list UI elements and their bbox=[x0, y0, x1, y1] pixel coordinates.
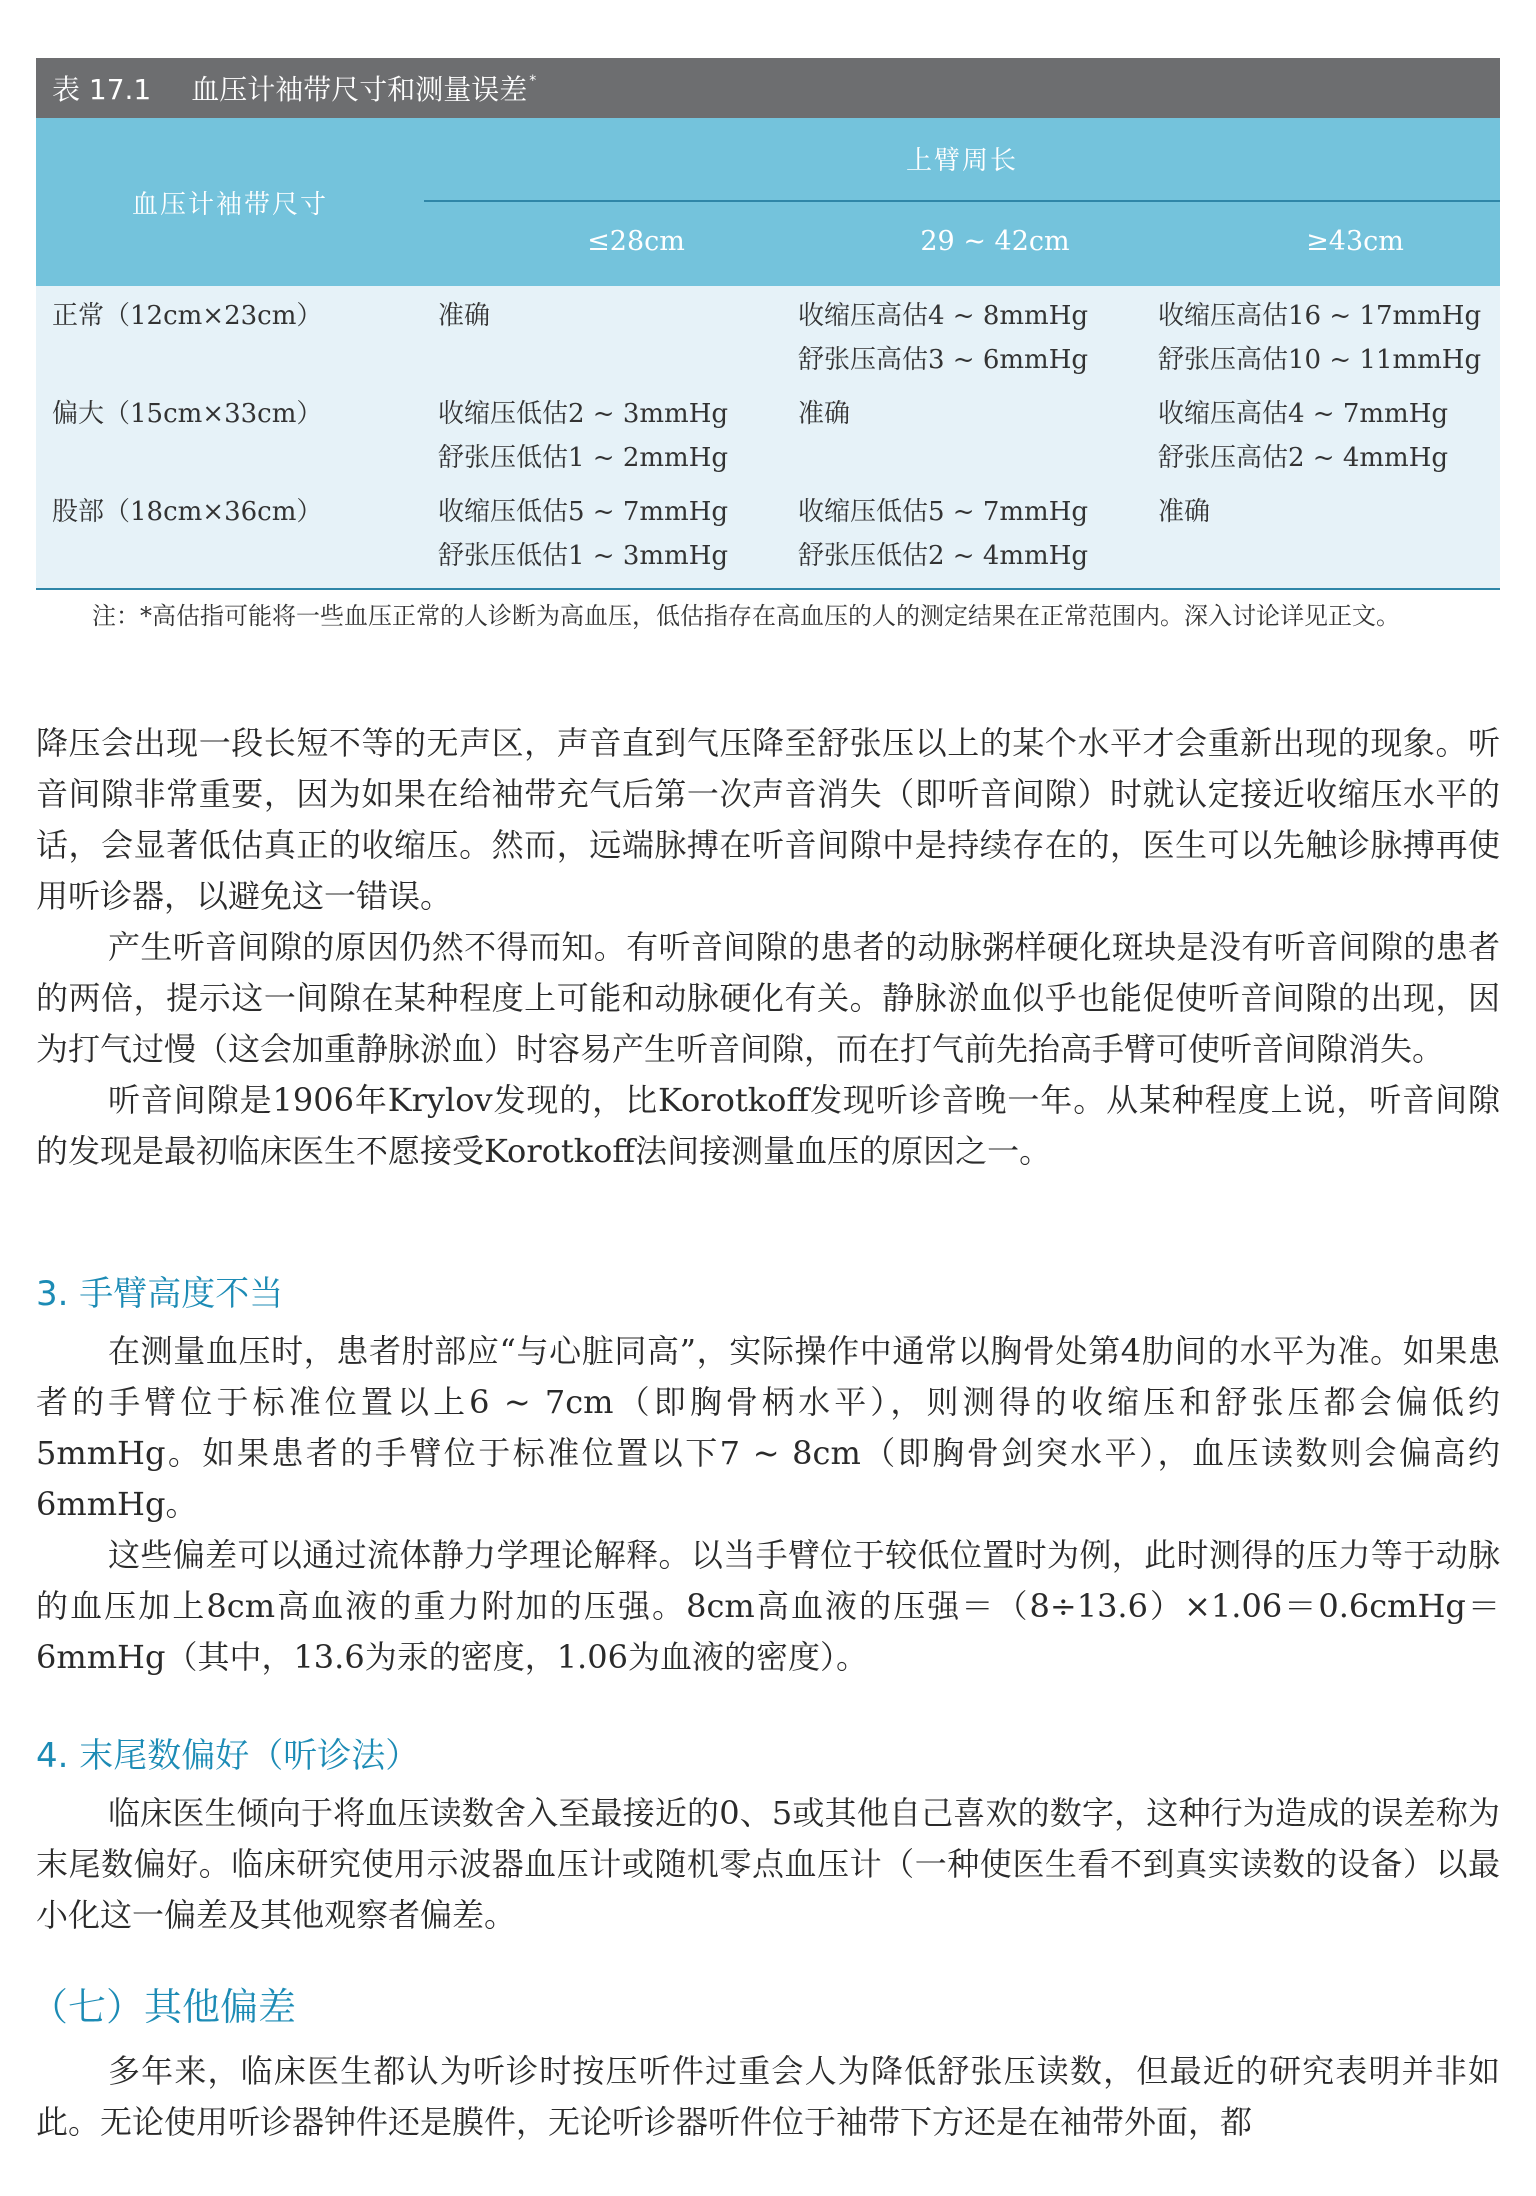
header-col-3: ≥43cm bbox=[1306, 226, 1404, 257]
table-body bbox=[36, 286, 1500, 590]
paragraph: 降压会出现一段长短不等的无声区，声音直到气压降至舒张压以上的某个水平才会重新出现的现象。听音间隙非常重要，因为如果在给袖带充气后第一次声音消失（即听音间隙）时就认定接近收缩压水平的话，会显著低估真正的收缩压。然而，远端脉搏在听音间隙中是持续存在的，医生可以先触诊脉搏再使用听诊器，以避免这一错误。 bbox=[36, 724, 1500, 915]
paragraph: 多年来，临床医生都认为听诊时按压听件过重会人为降低舒张压读数，但最近的研究表明并非如此。无论使用听诊器钟件还是膜件，无论听诊器听件位于袖带下方还是在袖带外面，都 bbox=[36, 2052, 1500, 2141]
cell-line: 收缩压高估16 ~ 17mmHg bbox=[1158, 301, 1482, 331]
cell-line: 收缩压高估4 ~ 8mmHg bbox=[798, 301, 1089, 331]
table-title-text: 血压计袖带尺寸和测量误差 bbox=[191, 73, 528, 106]
section-4-heading: 4. 末尾数偏好（听诊法） bbox=[36, 1736, 420, 1776]
row-cell bbox=[438, 392, 728, 480]
table-title-bar bbox=[36, 58, 1500, 118]
table-header bbox=[36, 118, 1500, 286]
cell-line: 舒张压低估1 ~ 3mmHg bbox=[438, 541, 729, 571]
paragraph: 产生听音间隙的原因仍然不得而知。有听音间隙的患者的动脉粥样硬化斑块是没有听音间隙的患者的两倍，提示这一间隙在某种程度上可能和动脉硬化有关。静脉淤血似乎也能促使听音间隙的出现，因为打气过慢（这会加重静脉淤血）时容易产生听音间隙，而在打气前先抬高手臂可使听音间隙消失。 bbox=[36, 928, 1500, 1068]
header-col-1: ≤28cm bbox=[587, 226, 685, 257]
table-title bbox=[191, 68, 536, 108]
paragraph: 在测量血压时，患者肘部应“与心脏同高”，实际操作中通常以胸骨处第4肋间的水平为准。如果患者的手臂位于标准位置以上6 ~ 7cm（即胸骨柄水平），则测得的收缩压和舒张压都会偏低约5mmHg。如果患者的手臂位于标准位置以下7 ~ 8cm（即胸骨剑突水平），血压读数则会偏高约6mmHg。 bbox=[36, 1332, 1500, 1523]
paragraph: 临床医生倾向于将血压读数舍入至最接近的0、5或其他自己喜欢的数字，这种行为造成的误差称为末尾数偏好。临床研究使用示波器血压计或随机零点血压计（一种使医生看不到真实读数的设备）以最小化这一偏差及其他观察者偏差。 bbox=[36, 1794, 1500, 1934]
table-note: 注：*高估指可能将一些血压正常的人诊断为高血压，低估指存在高血压的人的测定结果在正常范围内。深入讨论详见正文。 bbox=[92, 602, 1400, 630]
cell-line: 舒张压低估1 ~ 2mmHg bbox=[438, 443, 729, 473]
body-block-1 bbox=[36, 718, 1500, 1177]
cell-line: 收缩压低估2 ~ 3mmHg bbox=[438, 399, 729, 429]
cell-line: 准确 bbox=[798, 399, 851, 429]
cell-line: 收缩压低估5 ~ 7mmHg bbox=[798, 497, 1089, 527]
cell-line: 准确 bbox=[438, 301, 491, 331]
cell-line: 舒张压低估2 ~ 4mmHg bbox=[798, 541, 1089, 571]
row-cell bbox=[438, 490, 728, 578]
table-title-footnote-mark: * bbox=[529, 73, 537, 89]
row-size: 正常（12cm×23cm） bbox=[52, 301, 323, 331]
row-cell bbox=[798, 294, 1088, 382]
row-size: 股部（18cm×36cm） bbox=[52, 497, 323, 527]
row-cell bbox=[1158, 294, 1481, 382]
section-4-body bbox=[36, 1788, 1500, 1941]
table-number: 表 17.1 bbox=[52, 73, 152, 106]
cell-line: 舒张压高估10 ~ 11mmHg bbox=[1158, 345, 1482, 375]
cell-line: 收缩压高估4 ~ 7mmHg bbox=[1158, 399, 1449, 429]
header-divider bbox=[424, 200, 1500, 202]
row-size: 偏大（15cm×33cm） bbox=[52, 399, 323, 429]
section-3-body bbox=[36, 1326, 1500, 1683]
row-cell bbox=[798, 392, 850, 436]
section-7-body bbox=[36, 2046, 1500, 2148]
row-cell bbox=[1158, 392, 1448, 480]
cell-line: 准确 bbox=[1158, 497, 1211, 527]
row-cell bbox=[438, 294, 490, 338]
section-7-heading: （七）其他偏差 bbox=[30, 1985, 297, 2029]
cell-line: 收缩压低估5 ~ 7mmHg bbox=[438, 497, 729, 527]
paragraph: 这些偏差可以通过流体静力学理论解释。以当手臂位于较低位置时为例，此时测得的压力等于动脉的血压加上8cm高血液的重力附加的压强。8cm高血液的压强＝（8÷13.6）×1.06＝0.6cmHg＝6mmHg（其中，13.6为汞的密度，1.06为血液的密度）。 bbox=[36, 1536, 1500, 1676]
header-col-2: 29 ~ 42cm bbox=[920, 226, 1070, 257]
row-cell bbox=[1158, 490, 1210, 534]
cell-line: 舒张压高估2 ~ 4mmHg bbox=[1158, 443, 1449, 473]
header-arm-circumference: 上臂周长 bbox=[905, 146, 1018, 176]
header-cuff-size: 血压计袖带尺寸 bbox=[131, 189, 328, 220]
section-3-heading: 3. 手臂高度不当 bbox=[36, 1274, 284, 1314]
cell-line: 舒张压高估3 ~ 6mmHg bbox=[798, 345, 1089, 375]
paragraph: 听音间隙是1906年Krylov发现的，比Korotkoff发现听诊音晚一年。从某种程度上说，听音间隙的发现是最初临床医生不愿接受Korotkoff法间接测量血压的原因之一。 bbox=[36, 1081, 1500, 1170]
row-cell bbox=[798, 490, 1088, 578]
